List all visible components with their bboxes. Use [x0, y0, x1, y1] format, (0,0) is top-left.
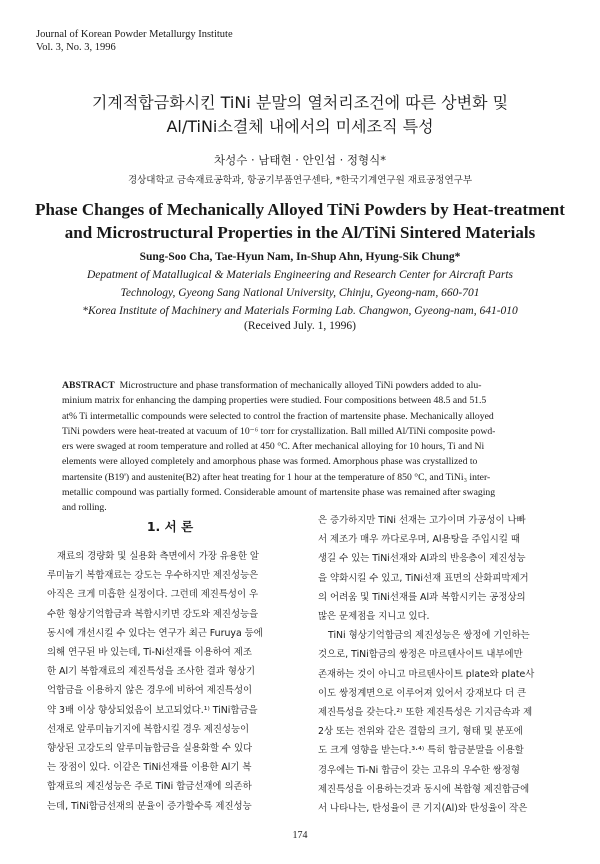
journal-header — [36, 28, 233, 54]
abstract-line: elements were alloyed completely and amorphous phase was formed. Amorphous phase was crystallized to — [62, 456, 478, 468]
text-line: 루미늄기 복합재료는 강도는 우수하지만 제진성능은 — [47, 570, 259, 582]
text-line: 제진특성을 갖는다.²⁾ 또한 제진특성은 기지금속과 제 — [318, 707, 533, 719]
text-line: 을 약화시킬 수 있고, TiNi선재 표면의 산화피막제거 — [318, 572, 529, 584]
right-column-text — [318, 511, 564, 818]
authors-english: Sung-Soo Cha, Tae-Hyun Nam, In-Shup Ahn, Hyung-Sik Chung* — [139, 251, 461, 263]
text-line: 는데, TiNi합금선재의 분율이 증가할수록 제진성능 — [47, 800, 252, 812]
abstract-line: ABSTRACT Microstructure and phase transformation of mechanically alloyed TiNi powders added to alu- — [62, 380, 482, 391]
affiliation-english-line1: Depatment of Matallugical & Materials Engineering and Research Center for Aircraft Parts — [87, 269, 513, 281]
text-line: 약 3배 이상 향상되었음이 보고되었다.¹⁾ TiNi합금을 — [47, 704, 258, 716]
text-line: 한 Al기 복합재료의 제진특성을 조사한 결과 형상기 — [47, 666, 256, 678]
abstract-line: ers were swaged at room temperature and rolled at 450 °C. After mechanical alloying for 10 hours, Ti and Ni — [62, 441, 485, 453]
text-line: 의 어려움 및 TiNi선재를 Al과 복합시키는 공정상의 — [318, 591, 526, 603]
abstract-line: TiNi powders were heat-treated at vacuum of 10⁻⁶ torr for crystallization. Ball milled Al/TiNi composite powd- — [62, 425, 496, 437]
abstract — [62, 378, 546, 516]
text-line: 서 제조가 매우 까다로우며, Al용탕을 주입시킬 때 — [318, 534, 520, 546]
text-line: 동시에 개선시킬 수 있다는 연구가 최근 Furuya 등에 — [47, 627, 263, 639]
text-line: 많은 문제점을 지니고 있다. — [318, 611, 430, 623]
title-english-line2: and Microstructural Properties in the Al/TiNi Sintered Materials — [64, 223, 536, 242]
journal-name: Journal of Korean Powder Metallurgy Institute — [36, 29, 233, 40]
affiliation-english-line3: *Korea Institute of Machinery and Materials Forming Lab. Changwon, Gyeong-nam, 641-010 — [82, 305, 518, 317]
text-line: TiNi 형상기억합금의 제진성능은 쌍정에 기인하는 — [328, 630, 530, 642]
text-line: 합재료의 제진성능은 주로 TiNi 합금선재에 의존하 — [47, 781, 252, 793]
authors-korean: 차성수 · 남태현 · 안인섭 · 정형식* — [214, 153, 386, 167]
abstract-line: and rolling. — [62, 502, 107, 514]
text-line: 향상된 고강도의 알루미늄합금을 실용화할 수 있다 — [47, 743, 253, 755]
journal-volume: Vol. 3, No. 3, 1996 — [36, 42, 116, 53]
text-line: 경우에는 Ti-Ni 합금이 갖는 고유의 우수한 쌍정형 — [318, 764, 520, 776]
text-line: 억합금을 이용하지 않은 경우에 비하여 제진특성이 — [47, 685, 253, 697]
text-line: 아직은 크게 미흡한 실정이다. 그런데 제진특성이 우 — [47, 589, 259, 601]
affiliation-english-line2: Technology, Gyeong Sang National University, Chinju, Gyeong-nam, 660-701 — [120, 287, 480, 299]
title-korean-line1: 기계적합금화시킨 TiNi 분말의 열처리조건에 따른 상변화 및 — [91, 93, 509, 112]
text-line: 수한 형상기억합금과 복합시키면 강도와 제진성능을 — [47, 608, 259, 620]
text-line: 는 장점이 있다. 이같은 TiNi선재를 이용한 Al기 복 — [47, 762, 252, 774]
affiliation-korean: 경상대학교 금속재료공학과, 항공기부품연구센타, *한국기계연구원 재료공정연구부 — [127, 175, 473, 186]
text-line: 은 증가하지만 TiNi 선재는 고가이며 가공성이 나빠 — [318, 515, 526, 526]
received-date: (Received July. 1, 1996) — [244, 320, 356, 332]
abstract-line: minium matrix for enhancing the damping properties were studied. Four compositions between 48.5 and 51.5 — [62, 395, 487, 407]
text-line: 것으로, TiNi합금의 쌍정은 마르텐사이트 내부에만 — [318, 649, 523, 661]
text-line: 이도 쌍정계면으로 이루어져 있어서 강재보다 더 큰 — [318, 687, 527, 699]
text-line: 제진특성을 이용하는것과 동시에 복합형 제진합금에 — [318, 783, 530, 795]
text-line: 서 나타나는, 탄성율이 큰 기지(Al)와 탄성율이 작은 — [318, 803, 528, 815]
text-line: 2상 또는 전위와 같은 결함의 크기, 형태 및 분포에 — [318, 726, 523, 738]
abstract-line: martensite (B19') and austenite(B2) after heat treating for 1 hour at the temperature of 850 °C, and TiNi₃ inter- — [62, 471, 491, 483]
text-line: 존재하는 것이 아니고 마르텐사이트 plate와 plate사 — [318, 668, 535, 680]
title-korean-line2: Al/TiNi소결체 내에서의 미세조직 특성 — [166, 117, 434, 136]
abstract-line: at% Ti intermetallic compounds were selected to control the fraction of martensite phase. Mechanically alloyed — [62, 410, 494, 422]
text-line: 의해 연구된 바 있는데, Ti-Ni선재를 이용하여 제조 — [47, 647, 252, 659]
text-line: 생길 수 있는 TiNi선재와 Al과의 반응층이 제진성능 — [318, 553, 526, 565]
page-number: 174 — [292, 830, 308, 841]
abstract-label: ABSTRACT — [62, 380, 115, 391]
abstract-line: metallic compound was partially formed. Considerable amount of martensite phase was remained after swaging — [62, 487, 496, 499]
title-english-line1: Phase Changes of Mechanically Alloyed TiNi Powders by Heat-treatment — [35, 200, 565, 219]
left-column-text — [47, 547, 293, 816]
text-line: 선재로 알루미늄기지에 복합시킬 경우 제진성능이 — [47, 723, 250, 735]
text-line: 도 크게 영향을 받는다.³·⁴⁾ 특히 합금분말을 이용할 — [318, 745, 524, 757]
section-heading-introduction: 1. 서 론 — [146, 519, 194, 534]
text-line: 재료의 경량화 및 실용화 측면에서 가장 유용한 알 — [57, 551, 259, 562]
